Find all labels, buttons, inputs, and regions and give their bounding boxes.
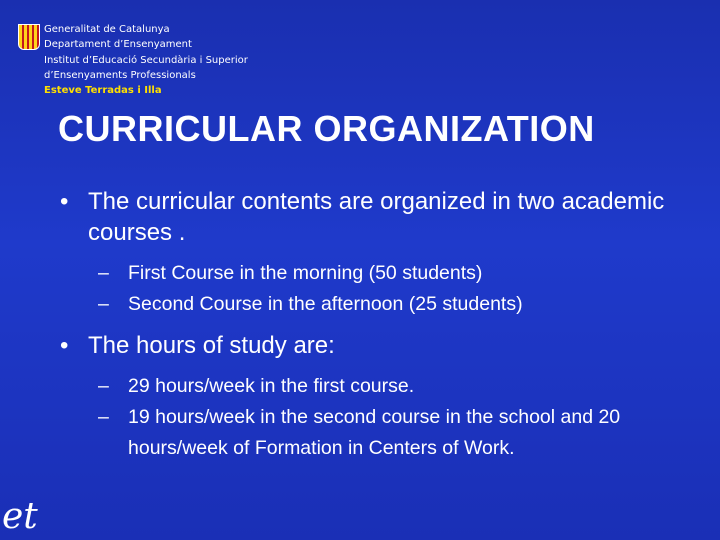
sub-item-1-1 (98, 258, 680, 289)
header-line-4: d’Ensenyaments Professionals (44, 69, 196, 81)
bullet-item-1 (60, 186, 680, 320)
header-line-1: Generalitat de Catalunya (44, 24, 170, 35)
dash-icon: – (98, 406, 109, 428)
dash-icon: – (98, 262, 109, 284)
sub-text-2-2: 19 hours/week in the second course in the school and 20 hours/week of Formation in Centers of Work. (128, 406, 621, 459)
school-logo-icon (0, 490, 44, 538)
bullet-text-1: The curricular contents are organized in two academic courses . (88, 188, 665, 246)
header-text (44, 22, 248, 98)
header-line-3: Institut d’Educació Secundària i Superior (44, 54, 248, 66)
sub-list-1 (98, 258, 680, 320)
sub-text-2-1: 29 hours/week in the first course. (128, 375, 415, 397)
sub-item-1-2 (98, 289, 680, 320)
slide-title: CURRICULAR ORGANIZATION (58, 108, 595, 149)
catalonia-crest-icon (18, 24, 40, 50)
logo-text: et (2, 496, 38, 537)
sub-item-2-1 (98, 371, 680, 402)
school-name: Esteve Terradas i Illa (44, 85, 162, 97)
dash-icon: – (98, 293, 109, 315)
header-line-2: Departament d’Ensenyament (44, 39, 192, 51)
sub-list-2 (98, 371, 680, 464)
bullet-list (60, 186, 680, 474)
sub-item-2-2 (98, 402, 680, 464)
bullet-icon: • (60, 188, 69, 215)
bullet-icon: • (60, 332, 69, 359)
bullet-text-2: The hours of study are: (88, 332, 335, 359)
sub-text-1-1: First Course in the morning (50 students) (128, 262, 483, 284)
bullet-item-2 (60, 330, 680, 464)
sub-text-1-2: Second Course in the afternoon (25 students) (128, 293, 523, 315)
header (18, 22, 248, 98)
dash-icon: – (98, 375, 109, 397)
